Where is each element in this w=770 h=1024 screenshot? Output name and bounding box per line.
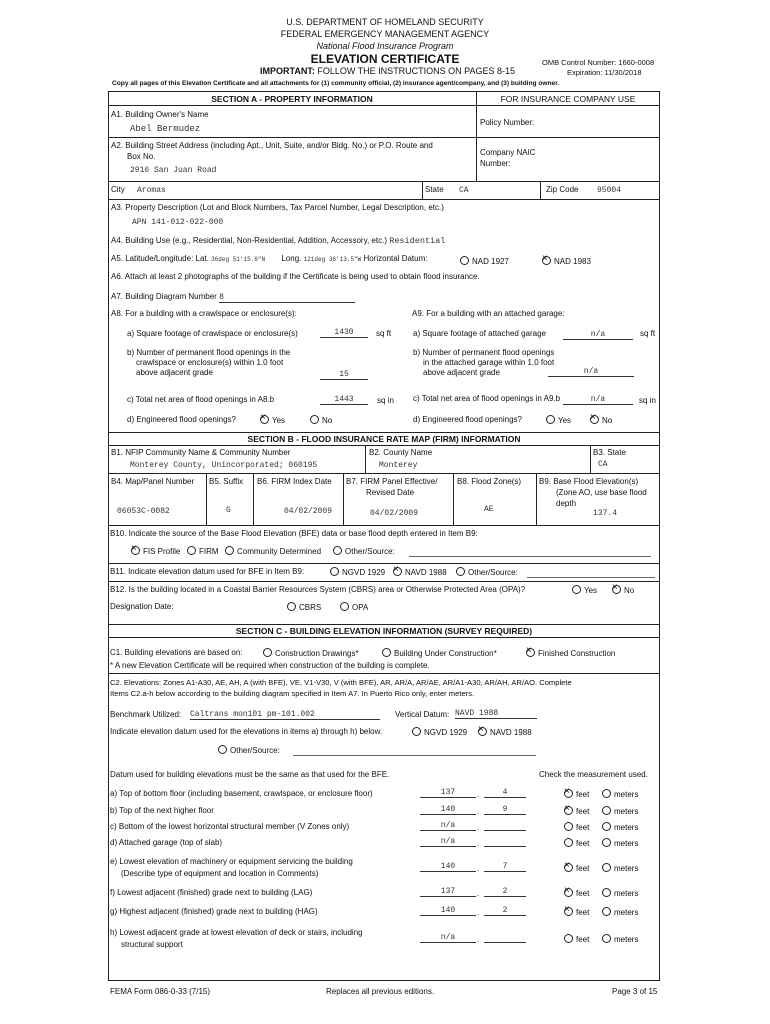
b7-label: B7. FIRM Panel Effective/ [346, 477, 438, 486]
cbrs-radio[interactable]: CBRS [287, 602, 321, 612]
c2-item-label: c) Bottom of the lowest horizontal structural member (V Zones only) [110, 822, 350, 831]
important-note: IMPORTANT: FOLLOW THE INSTRUCTIONS ON PAGES 8-15 [260, 66, 516, 76]
footer-page-number: Page 3 of 15 [612, 987, 658, 996]
b9-label-2: (Zone AO, use base flood [556, 488, 647, 497]
b4-map-panel[interactable]: 06053C-0082 [117, 507, 170, 516]
a9a-unit: sq ft [640, 329, 656, 338]
meters-radio[interactable]: meters [602, 934, 638, 944]
navd-radio[interactable]: × NAVD 1988 [393, 567, 447, 577]
check-measurement-label: Check the measurement used. [539, 770, 648, 779]
meters-radio[interactable]: meters [602, 789, 638, 799]
opa-radio[interactable]: OPA [340, 602, 368, 612]
datum-note: Datum used for building elevations must be the same as that used for the BFE. [110, 770, 390, 779]
a8a-unit: sq ft [376, 329, 392, 338]
c2-item-label: a) Top of bottom floor (including basement, crawlspace, or enclosure floor) [110, 789, 373, 798]
b5-label: B5. Suffix [209, 477, 244, 486]
a8b-label: b) Number of permanent flood openings in the [127, 348, 291, 357]
b2-county[interactable]: Monterey [379, 461, 418, 470]
meters-radio[interactable]: meters [602, 822, 638, 832]
b8-label: B8. Flood Zone(s) [457, 477, 522, 486]
omb-number: OMB Control Number: 1660-0008 [542, 58, 655, 67]
b1-community[interactable]: Monterey County, Unincorporated; 060195 [130, 461, 318, 470]
c2-elevation-whole[interactable]: 137 [420, 788, 476, 798]
copy-note: Copy all pages of this Elevation Certificate and all attachments for (1) community official, (2) insurance agent/company, and (3) building owner. [112, 80, 560, 87]
a7-row: A7. Building Diagram Number 8 [111, 292, 355, 303]
a8c-value[interactable]: 1443 [320, 395, 368, 405]
a8d-label: d) Engineered flood openings? [127, 415, 236, 424]
a9d-yes-radio[interactable]: Yes [546, 415, 571, 425]
a9a-label: a) Square footage of attached garage [413, 329, 546, 338]
c2-item-label: f) Lowest adjacent (finished) grade next to building (LAG) [110, 888, 313, 897]
state-label: State [425, 185, 444, 194]
a9a-value[interactable]: n/a [563, 330, 633, 340]
b2-label: B2. County Name [369, 448, 433, 457]
a3-label: A3. Property Description (Lot and Block Numbers, Tax Parcel Number, Legal Description, etc.) [111, 203, 444, 212]
community-determined-radio[interactable]: Community Determined [225, 546, 321, 556]
c2-elevation-decimal[interactable]: 2 [484, 887, 526, 897]
b9-label: B9. Base Flood Elevation(s) [539, 477, 639, 486]
a8c-unit: sq in [377, 396, 394, 405]
c1-note: * A new Elevation Certificate will be required when construction of the building is complete. [110, 661, 430, 670]
b1-label: B1. NFIP Community Name & Community Number [111, 448, 291, 457]
feet-radio[interactable]: × feet [564, 907, 589, 917]
meters-radio[interactable]: meters [602, 838, 638, 848]
b11-label: B11. Indicate elevation datum used for BFE in Item B9: [110, 567, 305, 576]
decimal-point: . [477, 889, 480, 898]
b6-label: B6. FIRM Index Date [257, 477, 332, 486]
b9-base-flood-elevation[interactable]: 137.4 [593, 509, 618, 518]
benchmark-label: Benchmark Utilized: [110, 710, 182, 719]
decimal-point: . [477, 839, 480, 848]
c2-item-label: g) Highest adjacent (finished) grade next to building (HAG) [110, 907, 318, 916]
b9-label-3: depth [556, 499, 577, 508]
c2-elevation-whole[interactable]: n/a [420, 933, 476, 943]
c2-elevation-decimal[interactable] [484, 933, 526, 943]
vertical-datum-label: Vertical Datum: [395, 710, 450, 719]
b3-label: B3. State [593, 448, 626, 457]
a2-street-address[interactable]: 2916 San Juan Road [130, 166, 217, 175]
form-title: ELEVATION CERTIFICATE [310, 52, 460, 66]
dept-name: U.S. DEPARTMENT OF HOMELAND SECURITY [286, 17, 484, 27]
b10-other-radio[interactable]: Other/Source: [333, 546, 395, 556]
b10-label: B10. Indicate the source of the Base Flood Elevation (BFE) data or base flood depth entered in Item B9: [110, 529, 478, 538]
c2-elevation-decimal[interactable]: 9 [484, 805, 526, 815]
c2-elevation-decimal[interactable] [484, 837, 526, 847]
program-name: National Flood Insurance Program [316, 41, 454, 51]
a2-label: A2. Building Street Address (including Apt., Unit, Suite, and/or Bldg. No.) or P.O. Route and [111, 141, 433, 150]
c2-navd-radio[interactable]: × NAVD 1988 [478, 727, 532, 737]
a8a-value[interactable]: 1430 [320, 328, 368, 338]
c2-label-2: Items C2.a-h below according to the building diagram specified in Item A7. In Puerto Rico only, enter meters. [110, 689, 475, 698]
a2-label-2: Box No. [127, 152, 156, 161]
a8d-yes-radio[interactable]: × Yes [260, 415, 285, 425]
c2-elevation-whole[interactable]: 140 [420, 862, 476, 872]
decimal-point: . [477, 807, 480, 816]
zip-value[interactable]: 95004 [597, 186, 622, 195]
insurance-title: FOR INSURANCE COMPANY USE [500, 94, 636, 104]
c2-ngvd-radio[interactable]: NGVD 1929 [412, 727, 467, 737]
fis-profile-radio[interactable]: ×FIS Profile [131, 546, 180, 556]
a4-building-use: Residential [389, 236, 446, 246]
b4-label: B4. Map/Panel Number [111, 477, 195, 486]
b8-flood-zone[interactable]: AE [484, 505, 494, 514]
section-c-title: SECTION C - BUILDING ELEVATION INFORMATION (SURVEY REQUIRED) [235, 626, 533, 636]
designation-label: Designation Date: [110, 602, 174, 611]
b5-suffix[interactable]: G [226, 506, 231, 515]
a5-row: A5. Latitude/Longitude: Lat. 36deg 51'15.6"N Long. 121deg 36'13.5"W Horizontal Datum: [111, 254, 428, 263]
c2-item-label-2: (Describe type of equipment and location in Comments) [121, 869, 319, 878]
decimal-point: . [477, 790, 480, 799]
c2-item-label: e) Lowest elevation of machinery or equipment servicing the building [110, 857, 353, 866]
meters-radio[interactable]: meters [602, 888, 638, 898]
naic-label-2: Number: [480, 159, 511, 168]
feet-radio[interactable]: × feet [564, 863, 589, 873]
section-b-title: SECTION B - FLOOD INSURANCE RATE MAP (FIRM) INFORMATION [247, 434, 521, 444]
latitude-value: 36deg 51'15.6"N [211, 256, 266, 263]
c2-elevation-whole[interactable]: n/a [420, 837, 476, 847]
expiration-date: Expiration: 11/30/2018 [567, 68, 642, 77]
footer-replaces: Replaces all previous editions. [326, 987, 435, 996]
a9d-no-radio[interactable]: × No [590, 415, 612, 425]
meters-radio[interactable]: meters [602, 907, 638, 917]
policy-label: Policy Number: [480, 118, 535, 127]
feet-radio[interactable]: feet [564, 838, 589, 848]
a4-row: A4. Building Use (e.g., Residential, Non-Residential, Addition, Accessory, etc.) Residential [111, 236, 446, 246]
naic-label: Company NAIC [480, 148, 536, 157]
a9b-label: b) Number of permanent flood openings [413, 348, 555, 357]
a9c-unit: sq in [639, 396, 656, 405]
b11-other-radio[interactable]: Other/Source: [456, 567, 518, 577]
a8c-label: c) Total net area of flood openings in A8.b [127, 395, 275, 404]
c2-other-radio[interactable]: Other/Source: [218, 745, 280, 755]
feet-radio[interactable]: feet [564, 822, 589, 832]
section-a-title: SECTION A - PROPERTY INFORMATION [211, 94, 373, 104]
feet-radio[interactable]: × feet [564, 789, 589, 799]
a1-label: A1. Building Owner's Name [111, 110, 209, 119]
ngvd-radio[interactable]: NGVD 1929 [330, 567, 385, 577]
a1-owner-name[interactable]: Abel Bermudez [130, 124, 201, 134]
c2-item-label-2: structural support [121, 940, 183, 949]
b3-state[interactable]: CA [598, 460, 608, 469]
c2-elevation-whole[interactable]: 137 [420, 887, 476, 897]
c2-label: C2. Elevations: Zones A1-A30, AE, AH, A (with BFE), VE, V1-V30, V (with BFE), AR, AR/A, AR/AE, AR/A1-A30, AR/AH, AR/AO. Complete [110, 678, 572, 687]
a8-label: A8. For a building with a crawlspace or enclosure(s): [111, 309, 297, 318]
a9b-label-2: in the attached garage within 1.0 foot [423, 358, 555, 367]
a9-label: A9. For a building with an attached garage: [412, 309, 565, 318]
a9b-label-3: above adjacent grade [423, 368, 500, 377]
a6-label: A6. Attach at least 2 photographs of the building if the Certificate is being used to obtain flood insurance. [111, 272, 480, 281]
b7-label-2: Revised Date [366, 488, 415, 497]
b12-yes-radio[interactable]: Yes [572, 585, 597, 595]
feet-radio[interactable]: × feet [564, 888, 589, 898]
agency-name: FEDERAL EMERGENCY MANAGEMENT AGENCY [280, 29, 490, 39]
feet-radio[interactable]: feet [564, 934, 589, 944]
c2-elevation-whole[interactable]: 140 [420, 805, 476, 815]
nad1927-radio[interactable]: NAD 1927 [460, 256, 509, 266]
a8a-label: a) Square footage of crawlspace or enclosure(s) [127, 329, 298, 338]
a9b-value[interactable]: n/a [548, 367, 634, 377]
a8b-label-3: above adjacent grade [136, 368, 213, 377]
under-construction-radio[interactable]: Building Under Construction* [382, 648, 497, 658]
b12-no-radio[interactable]: × No [612, 585, 634, 595]
c2-elevation-whole[interactable]: 140 [420, 906, 476, 916]
a9d-label: d) Engineered flood openings? [413, 415, 522, 424]
b7-firm-panel-date[interactable]: 04/02/2009 [370, 509, 419, 518]
decimal-point: . [477, 935, 480, 944]
nad1983-radio[interactable]: × NAD 1983 [542, 256, 591, 266]
a3-property-description[interactable]: APN 141-012-022-000 [132, 218, 224, 227]
c2-item-label: b) Top of the next higher floor [110, 806, 214, 815]
a9c-label: c) Total net area of flood openings in A9.b [413, 394, 561, 403]
indicate-datum-label: Indicate elevation datum used for the elevations in items a) through h) below. [110, 727, 383, 736]
a8d-no-radio[interactable]: No [310, 415, 332, 425]
meters-radio[interactable]: meters [602, 863, 638, 873]
a7-diagram-number: 8 [219, 293, 355, 303]
c2-elevation-decimal[interactable] [484, 821, 526, 831]
b12-label: B12. Is the building located in a Coastal Barrier Resources System (CBRS) area or Otherwise Protected Area (OPA)? [110, 585, 526, 594]
vertical-datum-value[interactable]: NAVD 1988 [455, 709, 537, 719]
construction-drawings-radio[interactable]: Construction Drawings* [263, 648, 359, 658]
c1-label: C1. Building elevations are based on: [110, 648, 243, 657]
longitude-value: 121deg 36'13.5"W [303, 256, 362, 263]
feet-radio[interactable]: × feet [564, 806, 589, 816]
firm-radio[interactable]: FIRM [187, 546, 219, 556]
city-value[interactable]: Aromas [137, 186, 166, 195]
c2-item-label: d) Attached garage (top of slab) [110, 838, 223, 847]
benchmark-value[interactable]: Caltrans mon101 pm-101.002 [190, 710, 380, 720]
zip-label: Zip Code [546, 185, 579, 194]
c2-elevation-whole[interactable]: n/a [420, 821, 476, 831]
c2-item-label: h) Lowest adjacent grade at lowest elevation of deck or stairs, including [110, 928, 363, 937]
decimal-point: . [477, 908, 480, 917]
c2-elevation-decimal[interactable]: 2 [484, 906, 526, 916]
a8b-value[interactable]: 15 [320, 370, 368, 380]
city-label: City [111, 185, 125, 194]
a8b-label-2: crawlspace or enclosure(s) within 1.0 foot [136, 358, 284, 367]
meters-radio[interactable]: meters [602, 806, 638, 816]
b6-firm-index-date[interactable]: 04/02/2009 [284, 507, 333, 516]
decimal-point: . [477, 823, 480, 832]
a9c-value[interactable]: n/a [563, 395, 633, 405]
finished-construction-radio[interactable]: × Finished Construction [526, 648, 615, 658]
decimal-point: . [477, 864, 480, 873]
state-value[interactable]: CA [459, 186, 469, 195]
c2-elevation-decimal[interactable]: 4 [484, 788, 526, 798]
footer-form-number: FEMA Form 086-0-33 (7/15) [110, 987, 211, 996]
c2-elevation-decimal[interactable]: 7 [484, 862, 526, 872]
